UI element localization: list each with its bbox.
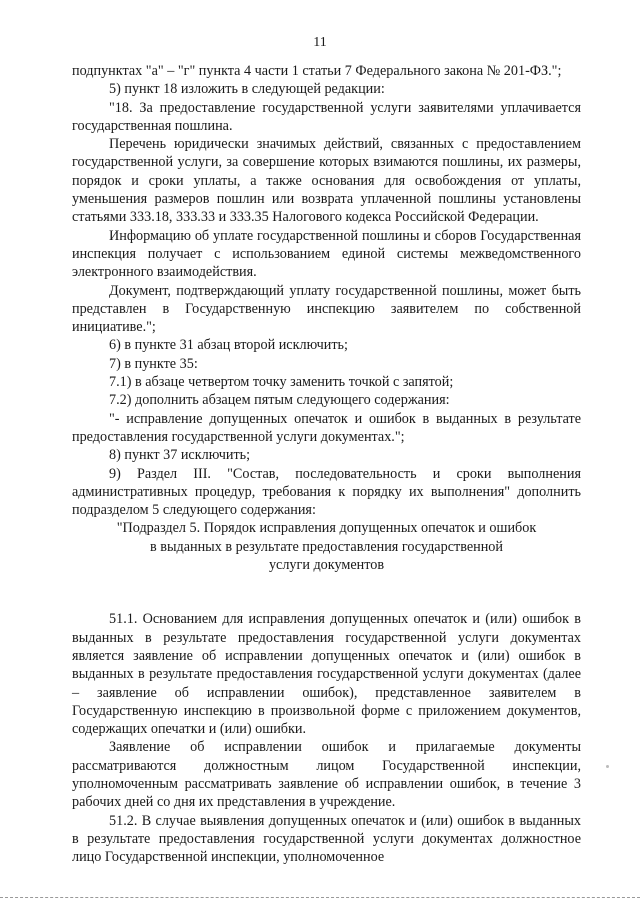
paragraph: Заявление об исправлении ошибок и прилагаемые документы рассматриваются должностным лицом Государственной инспекции, уполномоченным рассматривать заявление об исправлении ошибок, в течение 3 рабочих дней со дня их представления в учреждение. (72, 739, 581, 811)
paragraph: 51.2. В случае выявления допущенных опечаток и (или) ошибок в выданных в результате предоставления государственной услуги документах должностное лицо Государственной инспекции, уполномоченное (72, 812, 581, 866)
paragraph: "18. За предоставление государственной услуги заявителями уплачивается государственная пошлина. (72, 99, 581, 134)
amendment-paragraphs (72, 62, 581, 519)
subsection-title (72, 519, 581, 574)
paragraph: 5) пункт 18 изложить в следующей редакции: (109, 81, 385, 98)
paragraph: 7) в пункте 35: (109, 355, 198, 372)
paragraph: 7.2) дополнить абзацем пятым следующего содержания: (109, 392, 450, 409)
page-number: 11 (313, 35, 327, 50)
margin-mark (606, 765, 609, 768)
paragraph: 7.1) в абзаце четвертом точку заменить точкой с запятой; (109, 374, 454, 391)
subsection-title-line: услуги документов (268, 557, 385, 574)
paragraph: 9) Раздел III. "Состав, последовательность и сроки выполнения административных процедур, требования к порядку их выполнения" дополнить подразделом 5 следующего содержания: (72, 465, 581, 519)
paragraph: Информацию об уплате государственной пошлины и сборов Государственная инспекция получает с использованием единой системы межведомственного электронного взаимодействия. (72, 227, 581, 281)
paragraph: 6) в пункте 31 абзац второй исключить; (109, 337, 348, 354)
paragraph: 8) пункт 37 исключить; (109, 447, 251, 464)
paragraph: "- исправление допущенных опечаток и ошибок в выданных в результате предоставления государственной услуги документах."; (72, 410, 581, 445)
paragraph: 51.1. Основанием для исправления допущенных опечаток и (или) ошибок в выданных в результате предоставления государственной услуги документах является заявление об исправлении допущенных опечаток и (или) ошибок в выданных в результате предоставления государственной услуги документах (далее – заявление об исправлении ошибок), представленное заявителем в Государственную инспекцию в произвольной форме с приложением документов, содержащих опечатки и (или) ошибки. (72, 611, 581, 738)
document-body (72, 62, 581, 866)
subsection-paragraphs (72, 610, 581, 866)
page-bottom-rule (0, 897, 640, 898)
subsection-title-line: "Подраздел 5. Порядок исправления допущенных опечаток и ошибок (116, 520, 537, 537)
paragraph: Документ, подтверждающий уплату государственной пошлины, может быть представлен в Государственную инспекцию заявителем по собственной инициативе."; (72, 282, 581, 336)
spacer (72, 574, 581, 610)
paragraph: Перечень юридически значимых действий, связанных с предоставлением государственной услуги, за совершение которых взимаются пошлины, их размеры, порядок и сроки уплаты, а также основания для освобождения от уплаты, уменьшения размеров пошлин или возврата уплаченной пошлины установлены статьями 333.18, 333.33 и 333.35 Налогового кодекса Российской Федерации. (72, 136, 581, 226)
paragraph: подпунктах "а" – "г" пункта 4 части 1 статьи 7 Федерального закона № 201-ФЗ."; (72, 63, 562, 79)
subsection-title-line: в выданных в результате предоставления государственной (150, 538, 503, 555)
